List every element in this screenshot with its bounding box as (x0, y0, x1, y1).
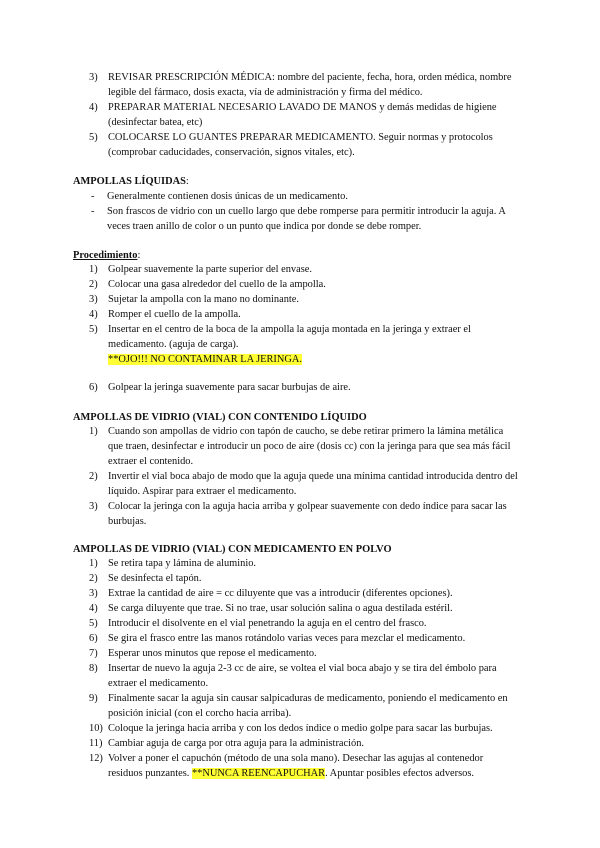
item-number: 6) (89, 382, 98, 393)
list-item (0, 204, 600, 234)
item-text: Cambiar aguja de carga por otra aguja para la administración. (108, 738, 365, 749)
item-number: 7) (89, 648, 98, 659)
list-item (0, 292, 600, 307)
item-text: Extrae la cantidad de aire = cc diluyente que vas a introducir (diferentes opciones). (108, 588, 453, 599)
item-text: Insertar de nuevo la aguja 2-3 cc de aire, se voltea el vial boca abajo y se tira del émbolo para extraer el medicamento. (108, 663, 497, 689)
item-text: Esperar unos minutos que repose el medicamento. (108, 648, 317, 659)
list-item (0, 751, 600, 781)
item-text: Golpear la jeringa suavemente para sacar burbujas de aire. (108, 382, 351, 393)
list-item (0, 721, 600, 736)
item-text: Colocar la jeringa con la aguja hacia arriba y golpear suavemente con dedo índice para sacar las burbujas. (108, 501, 507, 527)
heading-suffix: : (137, 250, 141, 261)
dash-marker: - (91, 191, 95, 202)
list-item (0, 661, 600, 691)
item-text: Volver a poner el capuchón (método de una sola mano). Desechar las agujas al contenedor residuos punzantes. (108, 753, 484, 779)
item-text: Golpear suavemente la parte superior del envase. (108, 264, 312, 275)
vial-polvo-section (0, 556, 600, 781)
item-number: 11) (89, 738, 103, 749)
item-number: 4) (89, 603, 98, 614)
item-caps: COLOCARSE LO GUANTES PREPARAR MEDICAMENTO (108, 132, 373, 143)
list-item (0, 262, 600, 277)
vial-polvo-list (0, 556, 600, 781)
item-text: Generalmente contienen dosis únicas de un medicamento. (107, 191, 348, 202)
item-number: 5) (89, 132, 98, 143)
vial-liquido-section (0, 424, 600, 529)
list-item (0, 691, 600, 721)
item-text: y demás medidas de higiene (desinfectar batea, etc) (108, 102, 497, 128)
item-text: Finalmente sacar la aguja sin causar salpicaduras de medicamento, poniendo el medicamento en posición inicial (con el corcho hacia arriba). (108, 693, 508, 719)
item-text: Se carga diluyente que trae. Si no trae, usar solución salina o agua destilada estéril. (108, 603, 453, 614)
list-item (0, 424, 600, 469)
item-text: : nombre del paciente, fecha, hora, orden médica, nombre legible del fármaco, dosis exacta, vía de administración y firma del médico. (108, 72, 512, 98)
list-item (0, 646, 600, 661)
item-number: 6) (89, 633, 98, 644)
item-number: 1) (89, 426, 98, 437)
item-number: 12) (89, 753, 103, 764)
list-item (0, 100, 600, 130)
list-item (0, 70, 600, 100)
warning-highlight: **OJO!!! NO CONTAMINAR LA JERINGA. (108, 354, 302, 365)
item-number: 3) (89, 588, 98, 599)
item-number: 3) (89, 72, 98, 83)
section-heading-vial-polvo: AMPOLLAS DE VIDRIO (VIAL) CON MEDICAMENTO EN POLVO (73, 544, 392, 555)
item-number: 2) (89, 573, 98, 584)
list-item (0, 631, 600, 646)
list-item (0, 189, 600, 204)
item-text: Romper el cuello de la ampolla. (108, 309, 241, 320)
item-text: Colocar una gasa alrededor del cuello de la ampolla. (108, 279, 326, 290)
item-number: 10) (89, 723, 103, 734)
procedimiento-list-cont (0, 380, 600, 395)
item-text: Coloque la jeringa hacia arriba y con los dedos índice o medio golpe para sacar las burbujas. (108, 723, 493, 734)
item-text: Introducir el disolvente en el vial penetrando la aguja en el centro del frasco. (108, 618, 427, 629)
procedimiento-list (0, 262, 600, 367)
list-item (0, 380, 600, 395)
item-text: Sujetar la ampolla con la mano no dominante. (108, 294, 300, 305)
item-number: 1) (89, 558, 98, 569)
item-number: 5) (89, 618, 98, 629)
heading-suffix: : (185, 176, 189, 187)
item-text: Son frascos de vidrio con un cuello largo que debe romperse para permitir introducir la aguja. A veces traen anillo de color o un punto que indica por donde se debe romper. (107, 206, 506, 232)
vial-liquido-list (0, 424, 600, 529)
intro-list (0, 70, 600, 160)
list-item (0, 130, 600, 160)
list-item (0, 571, 600, 586)
intro-section (0, 70, 600, 160)
item-number: 4) (89, 102, 98, 113)
list-item (0, 616, 600, 631)
item-number: 3) (89, 501, 98, 512)
item-text: Cuando son ampollas de vidrio con tapón de caucho, se debe retirar primero la lámina metálica que traen, desinfectar e introducir un poco de aire (dosis cc) con la jeringa para que sea más fácil extraer el contenido. (108, 426, 511, 467)
list-item (0, 322, 600, 367)
list-item (0, 307, 600, 322)
dash-marker: - (91, 206, 95, 217)
item-number: 2) (89, 471, 98, 482)
list-item (0, 469, 600, 499)
procedimiento-section (0, 262, 600, 367)
list-item (0, 736, 600, 751)
item-number: 2) (89, 279, 98, 290)
item-number: 8) (89, 663, 98, 674)
list-item (0, 556, 600, 571)
list-item (0, 586, 600, 601)
item-number: 1) (89, 264, 98, 275)
item-caps: REVISAR PRESCRIPCIÓN MÉDICA (108, 72, 272, 83)
item-text: Invertir el vial boca abajo de modo que la aguja quede una mínima cantidad introducida dentro del líquido. Aspirar para extraer el medicamento. (108, 471, 518, 497)
procedimiento-item-6 (0, 380, 600, 395)
item-number: 3) (89, 294, 98, 305)
list-item (0, 277, 600, 292)
heading-text: Procedimiento (73, 250, 138, 261)
bullet-list (0, 189, 600, 234)
item-text: Se gira el frasco entre las manos rotándolo varias veces para mezclar el medicamento. (108, 633, 466, 644)
section-heading-procedimiento (73, 248, 140, 263)
item-text: Se desinfecta el tapón. (108, 573, 202, 584)
item-text: Insertar en el centro de la boca de la ampolla la aguja montada en la jeringa y extraer el medicamento. (aguja de carga). (108, 324, 471, 350)
heading-text: AMPOLLAS LÍQUIDAS (73, 176, 186, 187)
item-number: 5) (89, 324, 98, 335)
section-heading-ampollas-liquidas (73, 174, 189, 189)
item-caps: PREPARAR MATERIAL NECESARIO LAVADO DE MANOS (108, 102, 377, 113)
warning-highlight: **NUNCA REENCAPUCHAR (191, 768, 326, 779)
ampollas-liquidas-bullets (0, 189, 600, 234)
item-number: 9) (89, 693, 98, 704)
item-number: 4) (89, 309, 98, 320)
item-text: Se retira tapa y lámina de aluminio. (108, 558, 257, 569)
list-item (0, 601, 600, 616)
section-heading-vial-liquido: AMPOLLAS DE VIDRIO (VIAL) CON CONTENIDO LÍQUIDO (73, 412, 367, 423)
item-text-after: . Apuntar posibles efectos adversos. (325, 768, 474, 779)
item-text: . Seguir normas y protocolos (comprobar caducidades, conservación, signos vitales, etc). (108, 132, 493, 158)
list-item (0, 499, 600, 529)
